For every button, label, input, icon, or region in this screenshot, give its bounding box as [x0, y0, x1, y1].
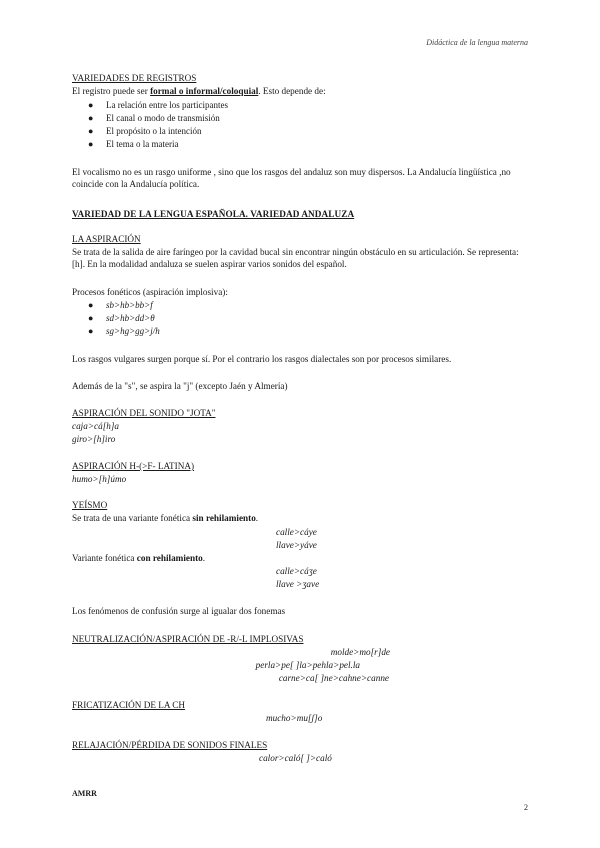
yeismo-line1-pre: Se trata de una variante fonética [72, 513, 193, 523]
yeismo-example: llave>yáve [276, 540, 317, 550]
yeismo-line1 [72, 512, 258, 524]
hlatina-example: humo>[h]úmo [72, 474, 127, 484]
list-item [88, 138, 178, 150]
procesos-label: Procesos fonéticos (aspiración implosiva): [72, 287, 228, 297]
list-item-label: El propósito o la intención [106, 126, 202, 136]
registros-heading: VARIEDADES DE REGISTROS [72, 73, 197, 83]
list-item-label: sd>hb>dd>θ [106, 313, 155, 323]
fricatizacion-heading: FRICATIZACIÓN DE LA CH [72, 700, 186, 710]
page-number: 2 [524, 803, 528, 812]
registros-intro-pre: El registro puede ser [72, 86, 151, 96]
jota-heading: ASPIRACIÓN DEL SONIDO "JOTA" [72, 408, 216, 418]
list-item-label: La relación entre los participantes [106, 100, 228, 110]
variedad-heading: VARIEDAD DE LA LENGUA ESPAÑOLA. VARIEDAD ANDALUZA [72, 209, 355, 219]
list-item [88, 312, 155, 324]
jota-example: giro>[h]iro [72, 434, 116, 444]
aspiracion-paragraph: Se trata de la salida de aire faríngeo por la cavidad bucal sin encontrar ningún obstáculo en su articulación. Se representa: [h]. En la modalidad andaluza se suelen aspirar varios sonidos del español. [72, 247, 519, 269]
hlatina-heading: ASPIRACIÓN H-(>F- LATINA) [72, 461, 195, 471]
list-item-label: sg>hg>gg>j/h [106, 326, 160, 336]
list-item [88, 125, 201, 137]
confusion-paragraph: Los fenómenos de confusión surge al igualar dos fonemas [72, 606, 286, 616]
fricatizacion-example: mucho>mu[ʃ]o [266, 713, 323, 723]
aspiracion-heading: LA ASPIRACIÓN [72, 234, 141, 244]
neutralizacion-example: molde>mo[r]de [330, 647, 390, 657]
bullet-icon: ● [88, 113, 94, 123]
page-header-title: Didáctica de la lengua materna [426, 38, 528, 47]
bullet-icon: ● [88, 100, 94, 110]
bullet-icon: ● [88, 126, 94, 136]
yeismo-line1-bold: sin rehilamiento [192, 513, 256, 523]
yeismo-heading: YEÍSMO [72, 500, 108, 510]
footer-author: AMRR [72, 789, 97, 798]
jota-example: caja>cá[h]a [72, 421, 120, 431]
vulgares-paragraph: Los rasgos vulgares surgen porque sí. Por el contrario los rasgos dialectales son por procesos similares. [72, 354, 452, 364]
registros-intro [72, 85, 326, 97]
list-item [88, 299, 153, 311]
registros-intro-post: . Esto depende de: [258, 86, 326, 96]
yeismo-example: calle>cáye [276, 527, 317, 537]
yeismo-line1-post: . [255, 513, 259, 523]
relajacion-heading: RELAJACIÓN/PÉRDIDA DE SONIDOS FINALES [72, 740, 268, 750]
bullet-icon: ● [88, 300, 94, 310]
list-item-label: El canal o modo de transmisión [106, 113, 220, 123]
list-item [88, 325, 160, 337]
neutralizacion-heading: NEUTRALIZACIÓN/ASPIRACIÓN DE -R/-L IMPLOSIVAS [72, 634, 304, 644]
list-item [88, 112, 220, 124]
yeismo-line2 [72, 552, 205, 564]
bullet-icon: ● [88, 313, 94, 323]
list-item-label: El tema o la materia [106, 139, 179, 149]
vocalismo-paragraph: El vocalismo no es un rasgo uniforme , sino que los rasgos del andaluz son muy dispersos. La Andalucía lingüística ,no coincide con la Andalucía política. [72, 167, 511, 189]
list-item [88, 99, 228, 111]
neutralizacion-example: perla>pe[ ]la>pehla>pel.la [255, 660, 360, 670]
registros-intro-bold: formal o informal/coloquial [150, 86, 259, 96]
yeismo-line2-bold: con rehilamiento [136, 553, 203, 563]
ademas-paragraph: Además de la "s", se aspira la "j" (excepto Jaén y Almería) [72, 381, 288, 391]
list-item-label: sb>hb>bb>f [106, 300, 153, 310]
relajacion-example: calor>caló[ ]>caló [259, 753, 332, 763]
yeismo-line2-post: . [202, 553, 206, 563]
yeismo-example: llave >ʒave [276, 579, 320, 589]
yeismo-example: calle>cáʒe [276, 566, 317, 576]
bullet-icon: ● [88, 326, 94, 336]
bullet-icon: ● [88, 139, 94, 149]
neutralizacion-example: carne>ca[ ]ne>cahne>canne [278, 673, 389, 683]
yeismo-line2-pre: Variante fonética [72, 553, 137, 563]
